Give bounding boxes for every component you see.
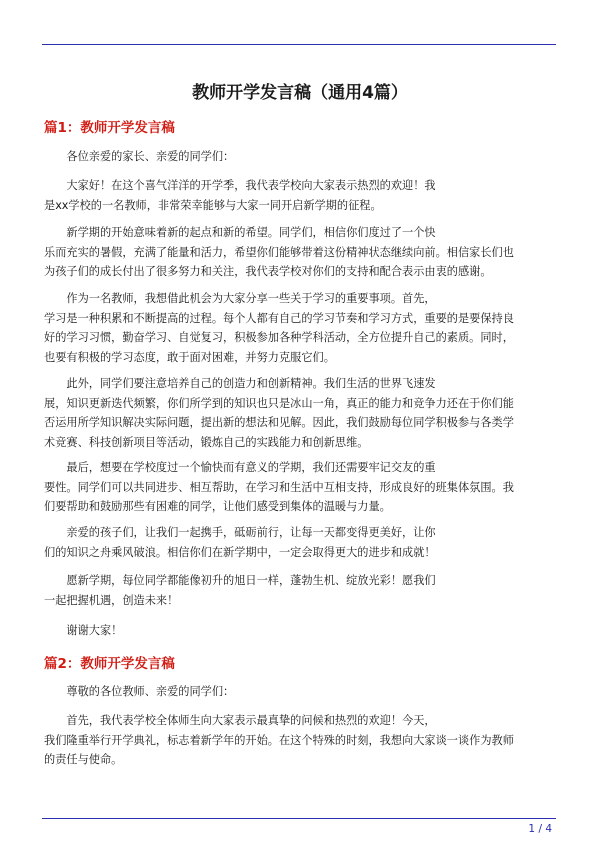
- paragraph: 最后，想要在学校度过一个愉快而有意义的学期，我们还需要牢记交友的重 要性。同学们可以共同进步、相互帮助，在学习和生活中互相支持，形成良好的班集体氛围。我 们要帮助和鼓励那些有困难的同学，让他们感受到集体的温暖与力量。: [44, 461, 514, 513]
- paragraph: 大家好！在这个喜气洋洋的开学季，我代表学校向大家表示热烈的欢迎！我 是xx学校的一名教师，非常荣幸能够与大家一同开启新学期的征程。: [44, 179, 436, 212]
- paragraph: 首先，我代表学校全体师生向大家表示最真挚的问候和热烈的欢迎！今天， 我们隆重举行开学典礼，标志着新学年的开始。在这个特殊的时刻，我想向大家谈一谈作为教师 的责任与使命。: [44, 714, 514, 766]
- footer-rule: [42, 818, 556, 819]
- paragraph: 作为一名教师，我想借此机会为大家分享一些关于学习的重要事项。首先， 学习是一种积累和不断提高的过程。每个人都有自己的学习节奏和学习方式，重要的是要保持良 好的学习习惯，勤奋学习、自觉复习，积极参加各种学科活动，全方位提升自己的素质。同时， 也要有积极的学习态度，敢于面对困难，并努力克服它们。: [44, 292, 514, 364]
- paragraph: 谢谢大家！: [44, 624, 123, 637]
- paragraph: 亲爱的孩子们，让我们一起携手，砥砺前行，让每一天都变得更美好，让你 们的知识之舟乘风破浪。相信你们在新学期中，一定会取得更大的进步和成就！: [44, 526, 436, 559]
- document-title: 教师开学发言稿（通用4篇）: [192, 83, 408, 103]
- paragraph: 愿新学期，每位同学都能像初升的旭日一样，蓬勃生机、绽放光彩！愿我们 一起把握机遇，创造未来！: [44, 574, 436, 607]
- paragraph: 此外，同学们要注意培养自己的创造力和创新精神。我们生活的世界飞速发 展，知识更新迭代频繁，你们所学到的知识也只是冰山一角，真正的能力和竞争力还在于你们能 否运用所学知识解决实际问题，提出新的想法和见解。因此，我们鼓励每位同学积极参与各类学 术竞赛、科技创新项目等活动，锻炼自己的实践能力和创新思维。: [44, 377, 514, 449]
- header-rule: [42, 44, 556, 45]
- paragraph: 尊敬的各位教师、亲爱的同学们：: [44, 685, 235, 698]
- page-number: 1 / 4: [528, 823, 552, 835]
- section-heading-1: 篇1：教师开学发言稿: [44, 120, 175, 136]
- paragraph: 新学期的开始意味着新的起点和新的希望。同学们，相信你们度过了一个快 乐而充实的暑假，充满了能量和活力，希望你们能够带着这份精神状态继续向前。相信家长们也 为孩子们的成长付出了很多努力和关注，我代表学校对你们的支持和配合表示由衷的感谢。: [44, 226, 514, 278]
- paragraph: 各位亲爱的家长、亲爱的同学们：: [44, 150, 235, 163]
- section-heading-2: 篇2：教师开学发言稿: [44, 656, 175, 672]
